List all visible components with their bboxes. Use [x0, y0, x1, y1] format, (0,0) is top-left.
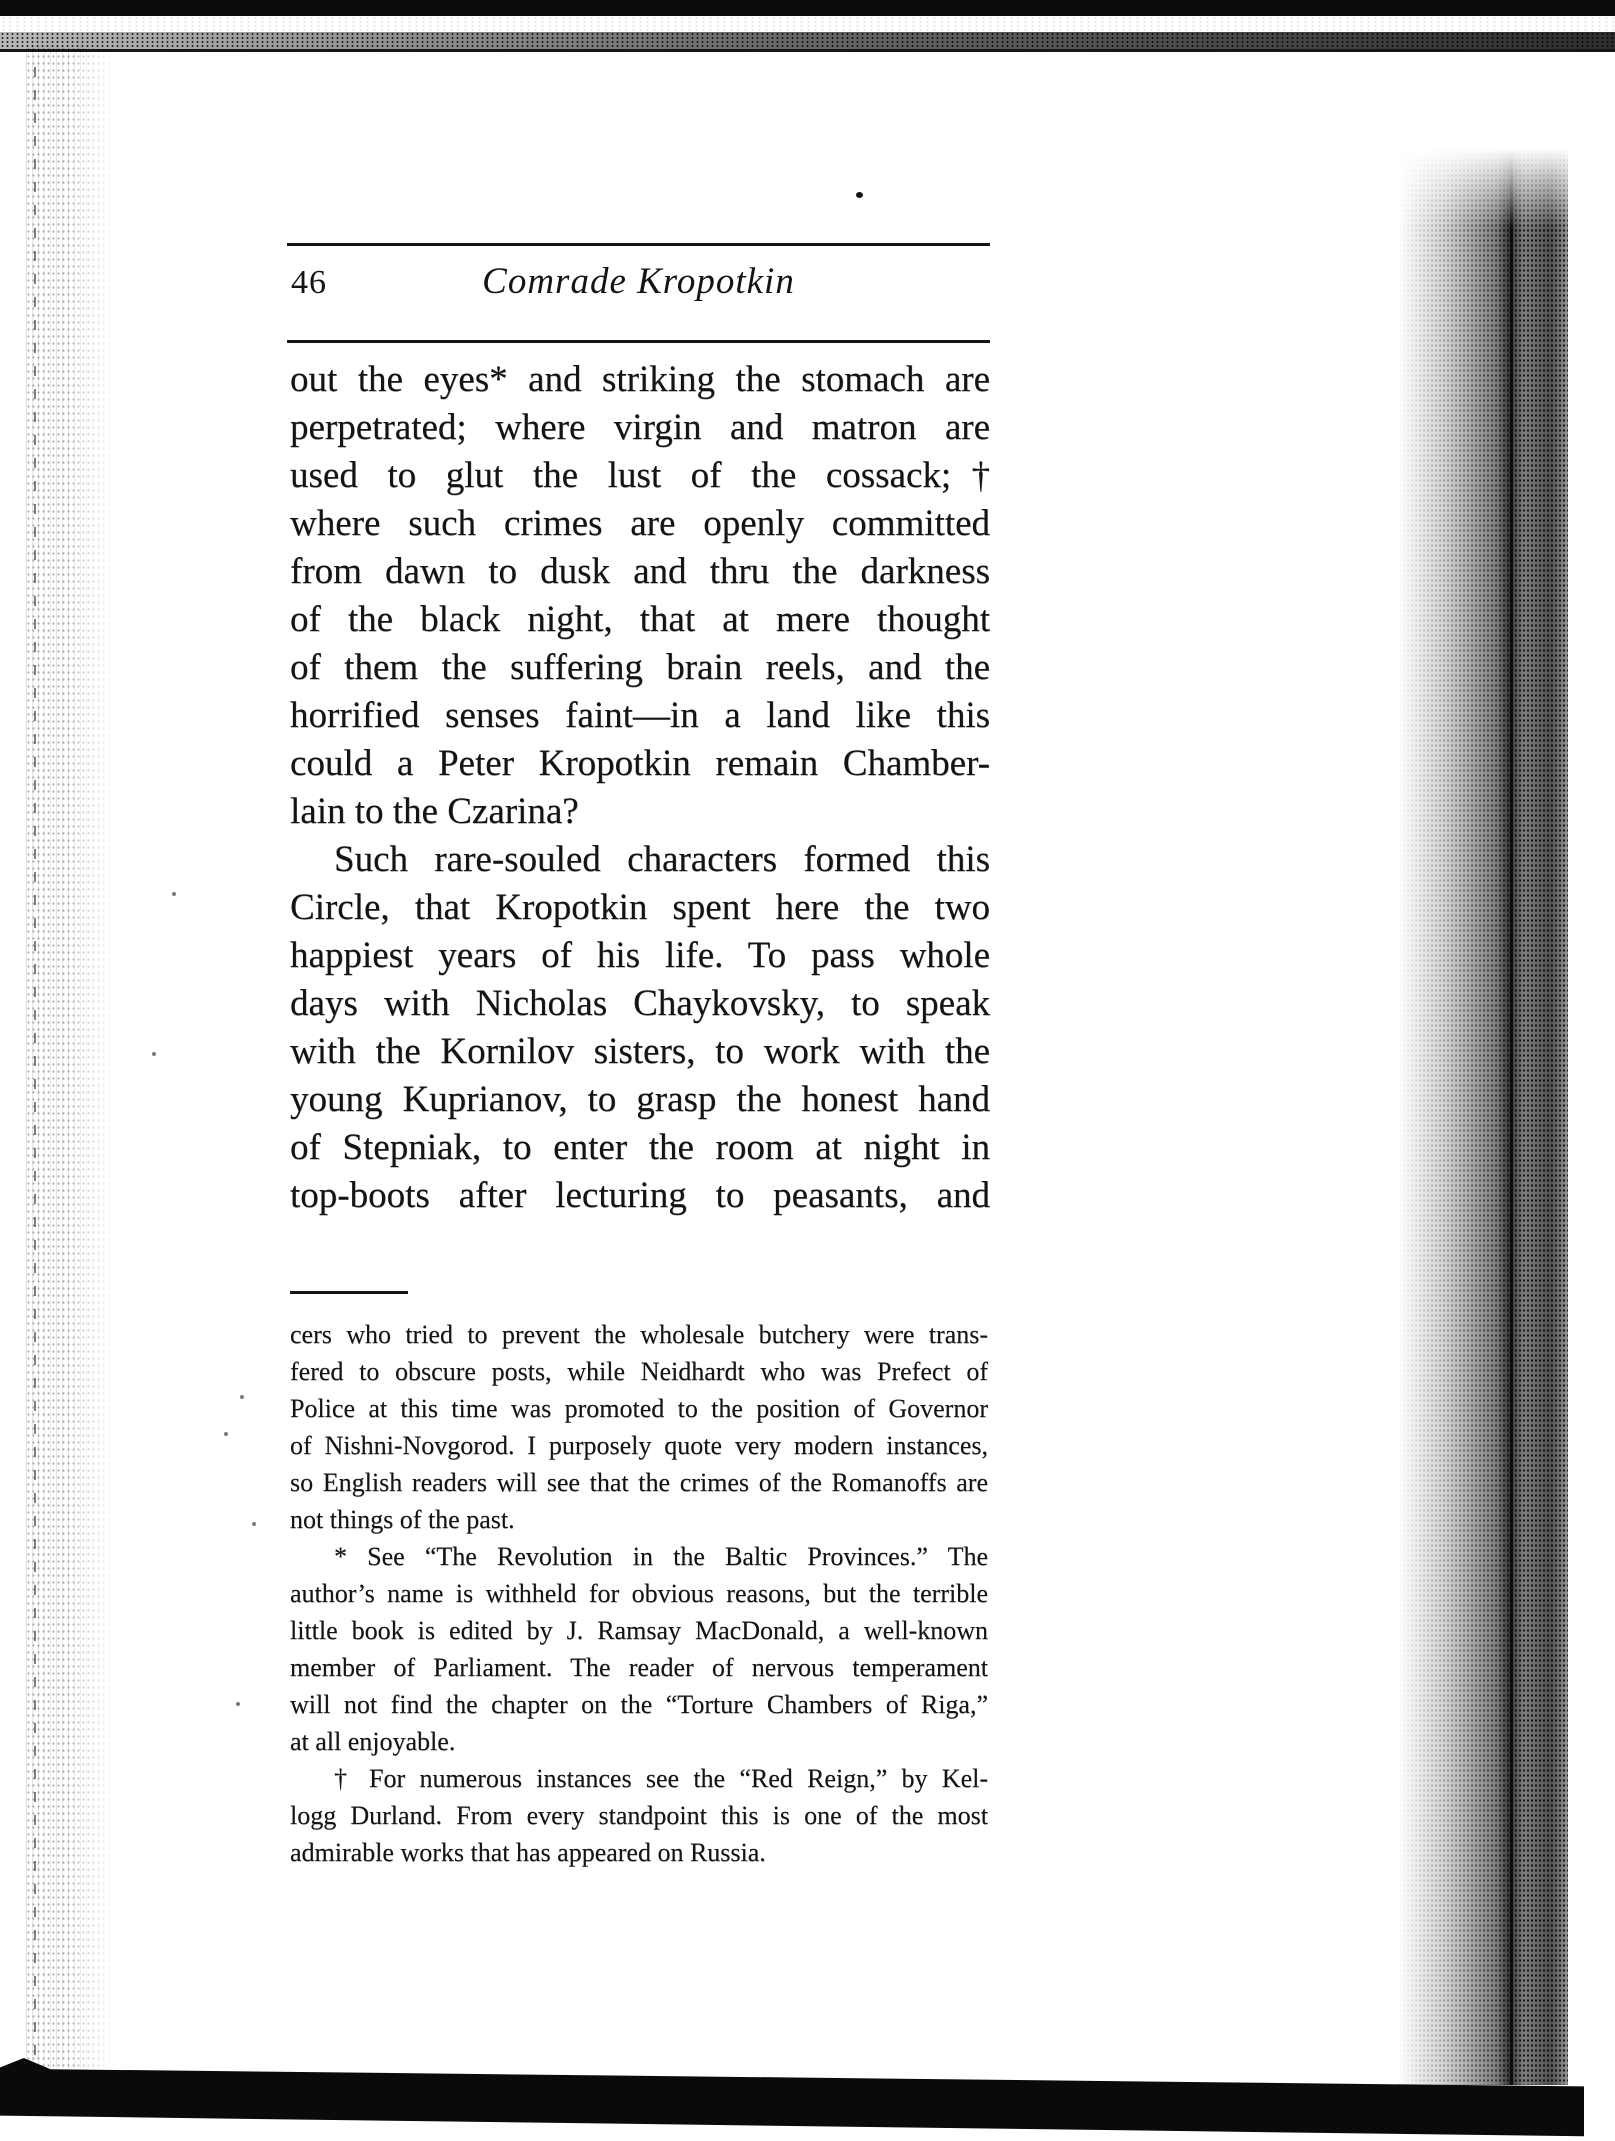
- scan-noise-dot: [240, 1395, 244, 1399]
- scan-top-halftone-band: [0, 32, 1615, 52]
- footnote-block: [290, 1316, 988, 1871]
- footnote-line: not things of the past.: [290, 1505, 515, 1534]
- scan-noise-dot: [236, 1702, 240, 1706]
- shadow-stipple: [1398, 148, 1568, 2085]
- text-line: Circle, that Kropotkin spent here the two: [290, 887, 990, 928]
- scan-left-gutter-texture: [26, 46, 120, 2068]
- text-line: Such rare-souled characters formed this: [334, 839, 990, 880]
- text-line: perpetrated; where virgin and matron are: [290, 407, 990, 448]
- text-line: out the eyes* and striking the stomach are: [290, 359, 990, 400]
- text-line: happiest years of his life. To pass whole: [290, 935, 990, 976]
- scan-noise-dot: [152, 1052, 156, 1056]
- scan-top-speckle: [0, 16, 1615, 32]
- page-edge-line: [1510, 148, 1513, 2085]
- footnote-line: author’s name is withheld for obvious reasons, but the terrible: [290, 1579, 988, 1608]
- footnote-line: will not find the chapter on the “Torture Chambers of Riga,”: [290, 1690, 988, 1719]
- footnote-line: at all enjoyable.: [290, 1727, 456, 1756]
- text-line: from dawn to dusk and thru the darkness: [290, 551, 990, 592]
- footnote-line: admirable works that has appeared on Russia.: [290, 1838, 766, 1867]
- text-line: top-boots after lecturing to peasants, and: [290, 1175, 990, 1216]
- text-line: could a Peter Kropotkin remain Chamber-: [290, 743, 990, 784]
- footnote-line: little book is edited by J. Ramsay MacDonald, a well-known: [290, 1616, 988, 1645]
- text-line: where such crimes are openly committed: [290, 503, 990, 544]
- scan-left-gutter-line: [34, 60, 36, 2055]
- text-line: lain to the Czarina?: [290, 791, 579, 832]
- running-title: Comrade Kropotkin: [482, 261, 795, 302]
- scan-noise-dot: [252, 1522, 256, 1526]
- footnote-line: member of Parliament. The reader of nervous temperament: [290, 1653, 988, 1682]
- scan-noise-dot: [224, 1432, 228, 1436]
- footnote-line: † For numerous instances see the “Red Reign,” by Kel-: [334, 1764, 988, 1793]
- page-number: 46: [291, 264, 327, 301]
- footnote-line: fered to obscure posts, while Neidhardt who was Prefect of: [290, 1357, 988, 1386]
- scan-noise-dot: [172, 892, 176, 896]
- footnote-line: of Nishni-Novgorod. I purposely quote very modern instances,: [290, 1431, 988, 1460]
- body-text-block: [290, 356, 990, 1220]
- scan-bottom-edge-band: [0, 2052, 1584, 2138]
- text-line: of Stepniak, to enter the room at night in: [290, 1127, 990, 1168]
- text-line: days with Nicholas Chaykovsky, to speak: [290, 983, 990, 1024]
- text-line: horrified senses faint—in a land like this: [290, 695, 990, 736]
- scan-right-page-shadow: [1398, 148, 1568, 2085]
- scan-ink-speck: [856, 192, 863, 198]
- text-line: used to glut the lust of the cossack;†: [290, 455, 990, 496]
- footnote-line: * See “The Revolution in the Baltic Provinces.” The: [334, 1542, 988, 1571]
- text-line: with the Kornilov sisters, to work with the: [290, 1031, 990, 1072]
- footnote-line: Police at this time was promoted to the position of Governor: [290, 1394, 988, 1423]
- footnote-line: logg Durland. From every standpoint this is one of the most: [290, 1801, 988, 1830]
- text-line: young Kuprianov, to grasp the honest hand: [290, 1079, 990, 1120]
- header-rule-bottom: [287, 340, 990, 343]
- text-line: of the black night, that at mere thought: [290, 599, 990, 640]
- footnote-line: so English readers will see that the crimes of the Romanoffs are: [290, 1468, 988, 1497]
- header-rule-top: [287, 243, 990, 246]
- footnote-line: cers who tried to prevent the wholesale butchery were trans-: [290, 1320, 988, 1349]
- footnote-separator-rule: [290, 1291, 408, 1294]
- scan-top-edge-band: [0, 0, 1615, 16]
- text-line: of them the suffering brain reels, and the: [290, 647, 990, 688]
